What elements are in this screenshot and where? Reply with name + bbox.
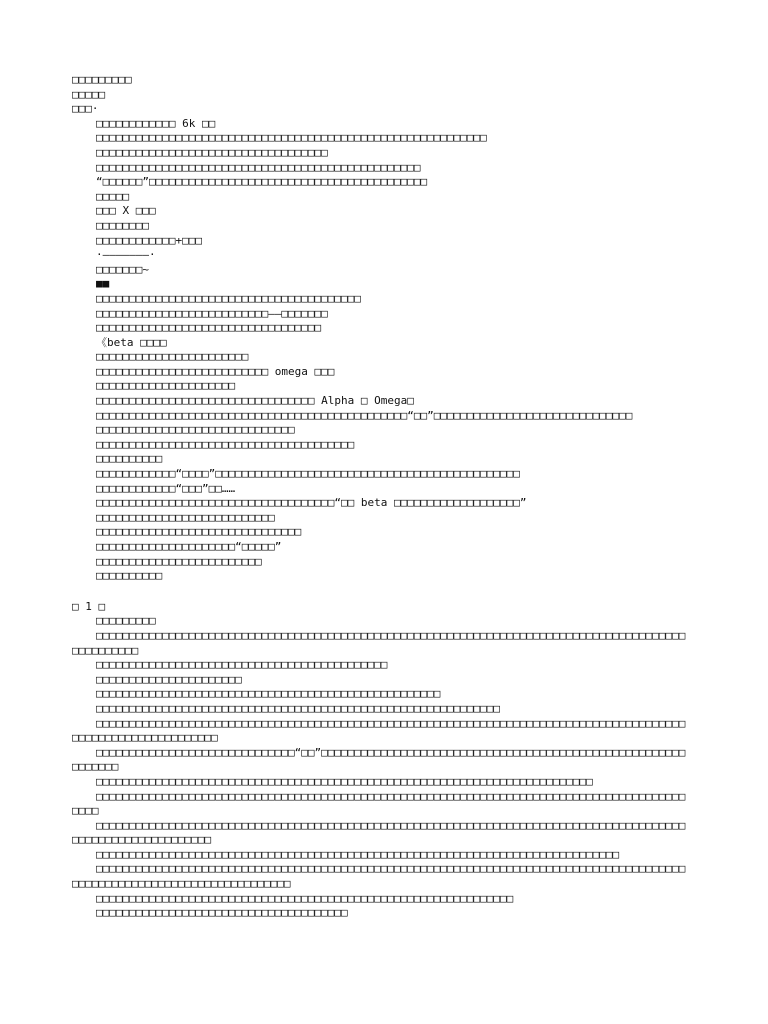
- body-paragraph: □□□□□□□□□□□□□□□□□□□□□□□□□□□□□□□□□□□□□□□□□□□□□□□□□□□□□□□□□□□□□□□□□□□□□□□□□□□□□□□□□□□□□□□□□□□□□□□□□□□: [72, 628, 686, 657]
- intro-line: □□□□□□□□□□□□□□□□□□□□□□□□□□□□□□□□□□□: [96, 145, 328, 159]
- intro-line: □□□□□□□□□□□□+□□□: [96, 233, 202, 247]
- body-paragraph: □□□□□□□□□□□□□□□□□□□□□□□□□□□□□□“□□”□□□□□□□□□□□□□□□□□□□□□□□□□□□□□□□□□□□□□□□□□□□□□□□□□□□□□□□□□□□□□□: [72, 745, 686, 774]
- chapter-title: □ 1 □: [72, 599, 106, 613]
- intro-line: □□□□□□□□□□□□□□□□□□□□□□□□□: [96, 554, 262, 568]
- intro-line: □□□□□□□□□□□□□□□□□□□□□□□□□□□□□□□□□□□□□□□□□□□□□□□□□□□□□□□□□□□: [96, 131, 487, 145]
- intro-line: ■■: [96, 277, 110, 291]
- intro-line: □□□□□□□□□□: [96, 452, 163, 466]
- intro-line: □□□□□□□□□□□□□□□□□□□□□□□□□□ omega □□□: [96, 364, 335, 378]
- intro-line: □□□□□□□□: [96, 218, 149, 232]
- intro-line: □□□□□□□□□□□□□□□□□□□□□□□□□□——□□□□□□□: [96, 306, 328, 320]
- intro-line: □□□□□□□□□□□□□□□□□□□□□□□□□□□□□□□□□□: [96, 321, 322, 335]
- intro-line: □□□□□□□□□□□□ 6k □□: [96, 116, 216, 130]
- intro-line: □□□□□□□□□□□□□□□□□□□□□□□□□□□□□□□□□□□□□□□□□□□□□□□“□□”□□□□□□□□□□□□□□□□□□□□□□□□□□□□□□: [96, 408, 633, 422]
- intro-line: □□□□□□□□□□□□□□□□□□□□□□□□□□□□□□□□□ Alpha □ Omega□: [96, 394, 414, 408]
- body-paragraph: □□□□□□□□□□□□□□□□□□□□□□□□□□□□□□□□□□□□□□□□□□□□□□□□□□□□: [96, 687, 441, 701]
- intro-line: □□□□□□□□□□□□“□□□□”□□□□□□□□□□□□□□□□□□□□□□□□□□□□□□□□□□□□□□□□□□□□□□: [96, 467, 520, 481]
- body-paragraph: □□□□□□□□□□□□□□□□□□□□□□: [96, 672, 242, 686]
- intro-line: □□□□□□□□□□□□□□□□□□□□□□□□□□□□□□□□□□□□□□□□□□□□□□□□□: [96, 160, 421, 174]
- intro-line: “□□□□□□”□□□□□□□□□□□□□□□□□□□□□□□□□□□□□□□□□□□□□□□□□□: [96, 175, 428, 189]
- body-paragraph: □□□□□□□□□□□□□□□□□□□□□□□□□□□□□□□□□□□□□□□□□□□□□□□□□□□□□□□□□□□□□□□□□□□□□□□□□□□□□□□□□□□□□□□□□□□□□□□□□□□□□□□□□□□□□□: [72, 818, 686, 847]
- body-paragraph: □□□□□□□□□□□□□□□□□□□□□□□□□□□□□□□□□□□□□□□□□□□□□□□□□□□□□□□□□□□□□□□□□□□□□□□□□□□□□□□□□□□□□□□□□□□□□: [72, 789, 686, 818]
- body-paragraph: □□□□□□□□□□□□□□□□□□□□□□□□□□□□□□□□□□□□□□□□□□□□□□□□□□□□□□□□□□□□□□□□□□□□□□□□□□□□□□□□□□□□□□□□□□□□□□□□□□□□□□□□□□□□□□□: [72, 716, 686, 745]
- body-paragraph: □□□□□□□□□□□□□□□□□□□□□□□□□□□□□□□□□□□□□□□□□□□□□□□□□□□□□□□□□□□□□□□: [96, 891, 514, 905]
- intro-line: □□□□□□□~: [96, 262, 149, 276]
- intro-line: □□□□□□□□□□□□□□□□□□□□□□□□□□□□□□□□□□□□□□□: [96, 437, 355, 451]
- body-paragraph: □□□□□□□□□□□□□□□□□□□□□□□□□□□□□□□□□□□□□□□□□□□□: [96, 658, 388, 672]
- header-line-2: □□□□□: [72, 87, 106, 101]
- intro-line: □□□□□□□□□□□□□□□□□□□□□□□□□□□□□□□□□□□□“□□ beta □□□□□□□□□□□□□□□□□□□”: [96, 496, 527, 510]
- intro-line: □□□□□□□□□□□□□□□□□□□□□□□: [96, 350, 249, 364]
- section-spacer: [72, 584, 692, 600]
- intro-line: □□□ X □□□: [96, 204, 156, 218]
- header-line-1: □□□□□□□□□: [72, 73, 132, 86]
- intro-line: 《beta □□□□: [96, 335, 167, 349]
- body-paragraph: □□□□□□□□□□□□□□□□□□□□□□□□□□□□□□□□□□□□□□□□□□□□□□□□□□□□□□□□□□□□□: [96, 701, 500, 715]
- intro-line: □□□□□□□□□□□□□□□□□□□□□□□□□□□□□□: [96, 423, 295, 437]
- intro-line: □□□□□: [96, 189, 130, 203]
- body-paragraph: □□□□□□□□□□□□□□□□□□□□□□□□□□□□□□□□□□□□□□□□□□□□□□□□□□□□□□□□□□□□□□□□□□□□□□□□□□□□□□□□□□□□□□□□□□□□□□□□□□□□□□□□□□□□□□□□□□□□□□□□□□: [72, 862, 686, 891]
- intro-line: □□□□□□□□□□□□□□□□□□□□□□□□□□□□□□□□□□□□□□□□: [96, 291, 361, 305]
- intro-line: ·———————·: [96, 248, 156, 262]
- document-page: [72, 73, 692, 921]
- intro-line: □□□□□□□□□□□□□□□□□□□□□: [96, 379, 236, 393]
- intro-line: □□□□□□□□□□□□□□□□□□□□□“□□□□□”: [96, 540, 282, 553]
- body-paragraph: □□□□□□□□□□□□□□□□□□□□□□□□□□□□□□□□□□□□□□□□□□□□□□□□□□□□□□□□□□□□□□□□□□□□□□□□□□□□□□□: [96, 847, 620, 861]
- intro-line: □□□□□□□□□□□□□□□□□□□□□□□□□□□: [96, 510, 275, 524]
- intro-line: □□□□□□□□□□□□“□□□”□□……: [96, 481, 236, 495]
- chapter-subtitle: □□□□□□□□□: [96, 614, 156, 628]
- body-paragraph: □□□□□□□□□□□□□□□□□□□□□□□□□□□□□□□□□□□□□□□□□□□□□□□□□□□□□□□□□□□□□□□□□□□□□□□□□□□: [96, 774, 593, 788]
- body-paragraph: □□□□□□□□□□□□□□□□□□□□□□□□□□□□□□□□□□□□□□: [96, 906, 348, 920]
- intro-line: □□□□□□□□□□□□□□□□□□□□□□□□□□□□□□□: [96, 525, 302, 539]
- header-line-3: □□□·: [72, 102, 99, 116]
- intro-line: □□□□□□□□□□: [96, 569, 163, 583]
